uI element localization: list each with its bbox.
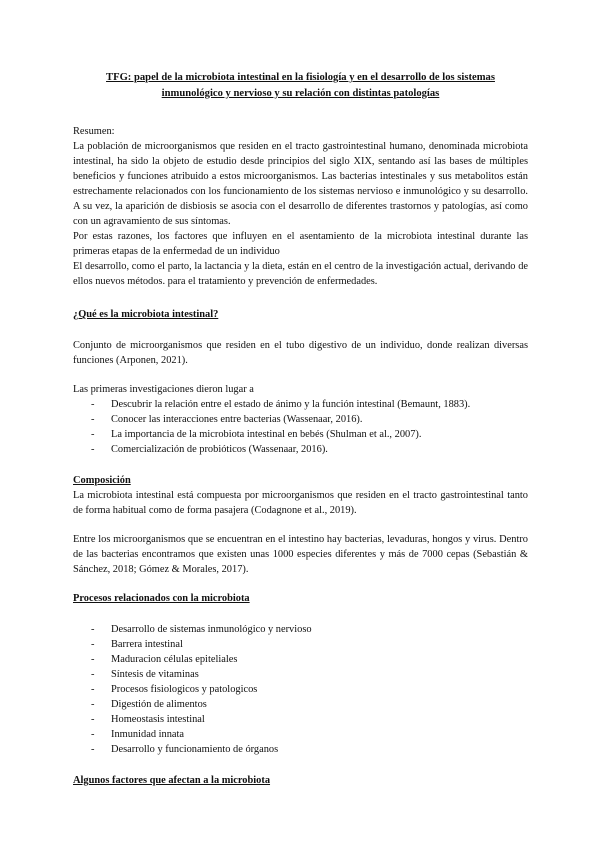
list-item: [73, 727, 528, 742]
list-dash: -: [91, 624, 95, 635]
list-dash: -: [91, 729, 95, 740]
list-item: [73, 742, 528, 757]
early-research-list: [73, 397, 528, 457]
list-item-text: Comercialización de probióticos (Wassenaar, 2016).: [111, 444, 328, 455]
list-dash: -: [91, 684, 95, 695]
list-item-text: Síntesis de vitaminas: [111, 669, 199, 680]
list-item: [73, 697, 528, 712]
section-heading-processes: Procesos relacionados con la microbiota: [73, 593, 250, 604]
list-item-text: Homeostasis intestinal: [111, 714, 205, 725]
summary-paragraph-2: Por estas razones, los factores que influyen en el asentamiento de la microbiota intestinal durante las primeras etapas de la enfermedad de un individuo: [73, 231, 528, 257]
list-item: [73, 682, 528, 697]
list-item-text: Conocer las interacciones entre bacterias (Wassenaar, 2016).: [111, 414, 363, 425]
list-item-text: Digestión de alimentos: [111, 699, 207, 710]
list-dash: -: [91, 714, 95, 725]
list-dash: -: [91, 414, 95, 425]
processes-list: [73, 622, 528, 757]
list-item-text: Desarrollo y funcionamiento de órganos: [111, 744, 279, 755]
list-item-text: La importancia de la microbiota intestinal en bebés (Shulman et al., 2007).: [111, 429, 422, 440]
section-heading-factors: Algunos factores que afectan a la microbiota: [73, 775, 271, 786]
document-title: TFG: papel de la microbiota intestinal en la fisiología y en el desarrollo de los sistemas inmunológico y nervioso y su relación con distintas patologías: [106, 72, 495, 99]
list-dash: -: [91, 699, 95, 710]
document-content: [73, 70, 528, 788]
list-item: [73, 622, 528, 637]
list-item: [73, 412, 528, 427]
list-item: [73, 652, 528, 667]
list-item-text: Maduracion células epiteliales: [111, 654, 238, 665]
list-item-text: Inmunidad innata: [111, 729, 185, 740]
list-dash: -: [91, 444, 95, 455]
list-item: [73, 442, 528, 457]
composition-paragraph-1: La microbiota intestinal está compuesta por microorganismos que residen en el tracto gastrointestinal tanto de forma habitual como de forma pasajera (Codagnone et al., 2019).: [73, 490, 528, 516]
section-heading-composition: Composición: [73, 475, 131, 486]
list-item-text: Barrera intestinal: [111, 639, 183, 650]
summary-paragraph-3: El desarrollo, como el parto, la lactancia y la dieta, están en el centro de la investigación actual, derivando de ellos nuevos métodos. para el tratamiento y prevención de enfermedades.: [73, 261, 528, 287]
list-item: [73, 397, 528, 412]
list-dash: -: [91, 639, 95, 650]
list-dash: -: [91, 744, 95, 755]
list-item-text: Descubrir la relación entre el estado de ánimo y la función intestinal (Bemaunt, 1883).: [111, 399, 471, 410]
definition-paragraph: Conjunto de microorganismos que residen en el tubo digestivo de un individuo, donde realizan diversas funciones (Arponen, 2021).: [73, 340, 528, 366]
section-heading-what-is: ¿Qué es la microbiota intestinal?: [73, 309, 219, 320]
list-intro: Las primeras investigaciones dieron lugar a: [73, 384, 254, 395]
list-item: [73, 712, 528, 727]
summary-label: Resumen:: [73, 126, 115, 137]
list-item-text: Desarrollo de sistemas inmunológico y nervioso: [111, 624, 312, 635]
composition-paragraph-2: Entre los microorganismos que se encuentran en el intestino hay bacterias, levaduras, hongos y virus. Dentro de las bacterias encontramos que existen unas 1000 especies diferentes y más de 7000 cepas (Sebastián & Sánchez, 2018; Gómez & Morales, 2017).: [73, 534, 528, 575]
list-dash: -: [91, 669, 95, 680]
list-item-text: Procesos fisiologicos y patologicos: [111, 684, 258, 695]
list-item: [73, 427, 528, 442]
list-dash: -: [91, 429, 95, 440]
list-dash: -: [91, 654, 95, 665]
list-item: [73, 667, 528, 682]
summary-paragraph-1: La población de microorganismos que residen en el tracto gastrointestinal humano, denominada microbiota intestinal, ha sido la objeto de estudio desde principios del siglo XIX, sentando así las bases de múltiples beneficios y funciones atribuido a estos microorganismos. Las bacterias intestinales y sus metabolitos están estrechamente relacionados con los funcionamiento de los sistemas nervioso e inmunológico y su desarrollo. A su vez, la aparición de disbiosis se asocia con el desarrollo de diferentes trastornos y patologías, así como con un agravamiento de sus síntomas.: [73, 141, 528, 227]
list-dash: -: [91, 399, 95, 410]
list-item: [73, 637, 528, 652]
